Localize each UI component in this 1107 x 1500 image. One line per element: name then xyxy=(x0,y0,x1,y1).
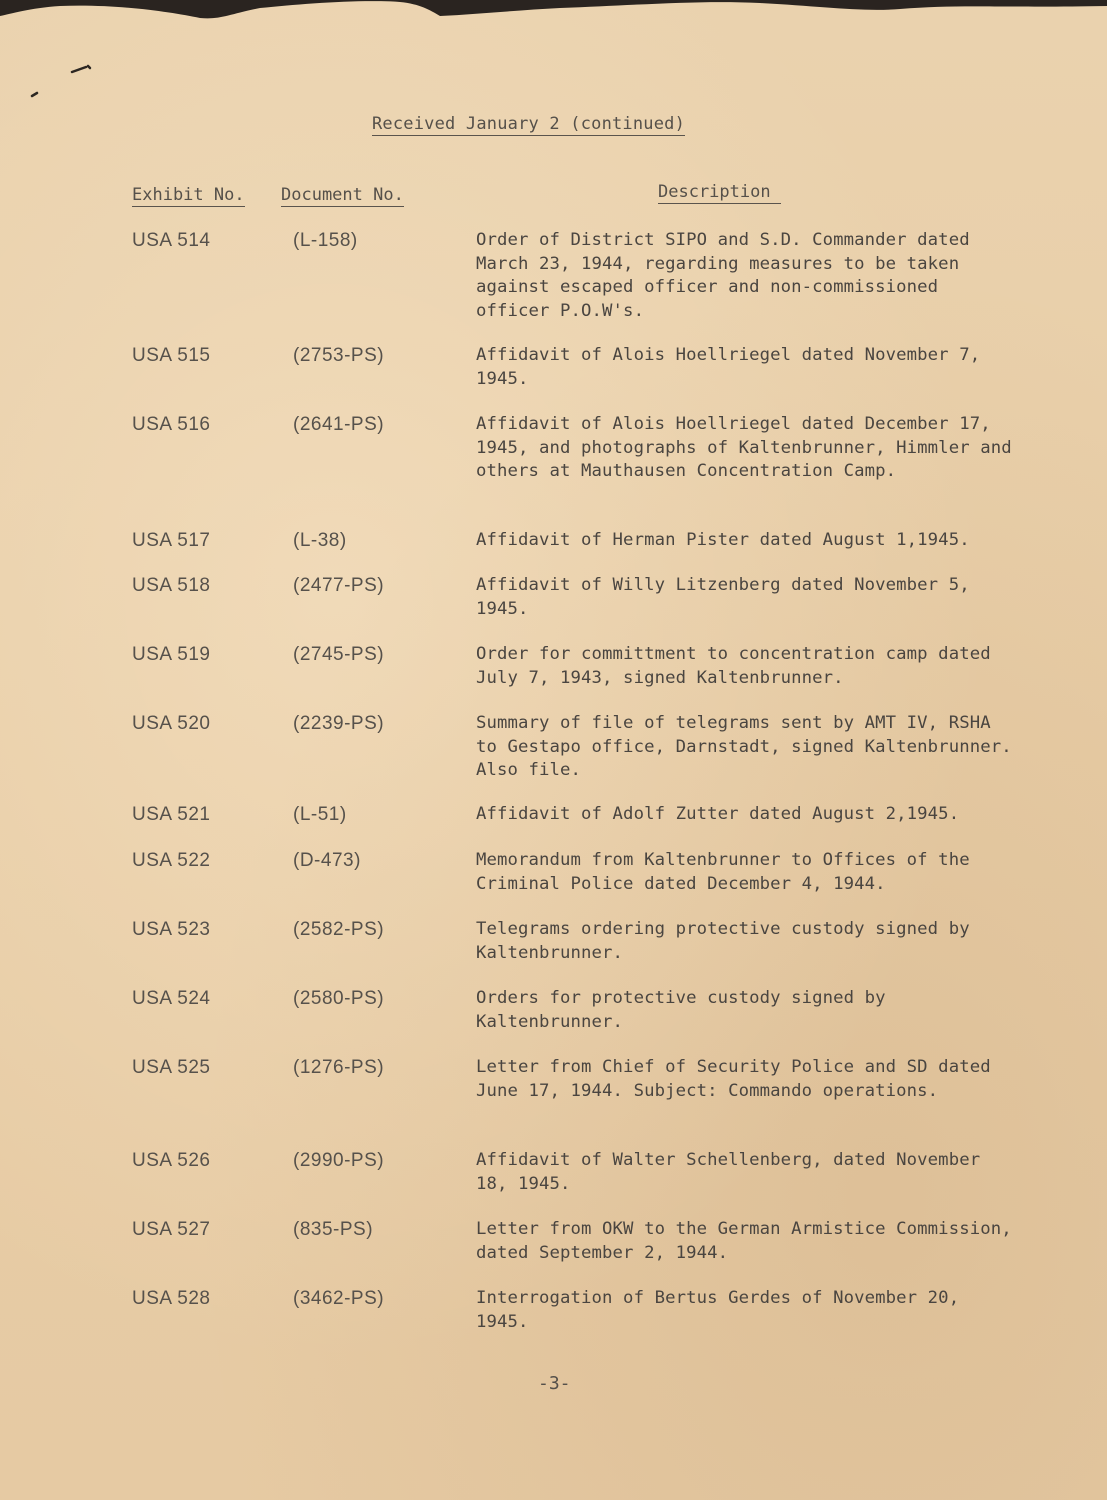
exhibit-number: USA 519 xyxy=(132,644,211,665)
exhibit-number: USA 528 xyxy=(132,1288,211,1309)
exhibit-number: USA 524 xyxy=(132,988,211,1009)
exhibit-number: USA 514 xyxy=(132,230,211,251)
exhibit-number: USA 515 xyxy=(132,345,211,366)
document-number: (2990-PS) xyxy=(293,1150,385,1171)
page-number: -3- xyxy=(538,1373,571,1394)
document-number: (2477-PS) xyxy=(293,575,385,596)
column-header-document: Document No. xyxy=(281,185,404,205)
document-number: (L-158) xyxy=(293,230,358,251)
document-number: (D-473) xyxy=(293,850,361,871)
description: Summary of file of telegrams sent by AMT IV, RSHA to Gestapo office, Darnstadt, signed Kaltenbrunner. Also file. xyxy=(476,713,1012,780)
document-number: (2641-PS) xyxy=(293,414,385,435)
description: Letter from OKW to the German Armistice Commission, dated September 2, 1944. xyxy=(476,1219,1012,1263)
document-number: (2753-PS) xyxy=(293,345,385,366)
description: Affidavit of Adolf Zutter dated August 2,1945. xyxy=(476,804,960,824)
description: Letter from Chief of Security Police and SD dated June 17, 1944. Subject: Commando operations. xyxy=(476,1057,991,1101)
description: Affidavit of Walter Schellenberg, dated November 18, 1945. xyxy=(476,1150,981,1194)
document-number: (L-51) xyxy=(293,804,347,825)
exhibit-number: USA 527 xyxy=(132,1219,211,1240)
exhibit-number: USA 526 xyxy=(132,1150,211,1171)
page-heading: Received January 2 (continued) xyxy=(372,114,686,134)
description: Affidavit of Alois Hoellriegel dated November 7, 1945. xyxy=(476,345,981,389)
exhibit-number: USA 521 xyxy=(132,804,211,825)
description: Order of District SIPO and S.D. Commander dated March 23, 1944, regarding measures to be taken against escaped officer and non-commissioned officer P.O.W's. xyxy=(476,230,970,321)
pencil-mark xyxy=(28,62,98,102)
document-number: (L-38) xyxy=(293,530,347,551)
column-header-exhibit: Exhibit No. xyxy=(132,185,245,205)
exhibit-number: USA 523 xyxy=(132,919,211,940)
description: Affidavit of Alois Hoellriegel dated December 17, 1945, and photographs of Kaltenbrunner, Himmler and others at Mauthausen Concentration Camp. xyxy=(476,414,1012,481)
document-number: (2582-PS) xyxy=(293,919,385,940)
document-number: (2239-PS) xyxy=(293,713,385,734)
torn-top-edge xyxy=(0,0,1107,22)
description: Telegrams ordering protective custody signed by Kaltenbrunner. xyxy=(476,919,970,963)
exhibit-number: USA 517 xyxy=(132,530,211,551)
document-number: (3462-PS) xyxy=(293,1288,385,1309)
exhibit-number: USA 525 xyxy=(132,1057,211,1078)
column-header-description: Description xyxy=(658,182,781,204)
exhibit-number: USA 516 xyxy=(132,414,211,435)
document-number: (2745-PS) xyxy=(293,644,385,665)
description: Affidavit of Herman Pister dated August 1,1945. xyxy=(476,530,970,550)
document-number: (1276-PS) xyxy=(293,1057,385,1078)
description: Order for committment to concentration camp dated July 7, 1943, signed Kaltenbrunner. xyxy=(476,644,991,688)
description: Affidavit of Willy Litzenberg dated November 5, 1945. xyxy=(476,575,970,619)
document-number: (2580-PS) xyxy=(293,988,385,1009)
document-number: (835-PS) xyxy=(293,1219,374,1240)
description: Interrogation of Bertus Gerdes of November 20, 1945. xyxy=(476,1288,960,1332)
exhibit-number: USA 520 xyxy=(132,713,211,734)
description: Memorandum from Kaltenbrunner to Offices of the Criminal Police dated December 4, 1944. xyxy=(476,850,970,894)
exhibit-number: USA 518 xyxy=(132,575,211,596)
description: Orders for protective custody signed by Kaltenbrunner. xyxy=(476,988,886,1032)
exhibit-number: USA 522 xyxy=(132,850,211,871)
